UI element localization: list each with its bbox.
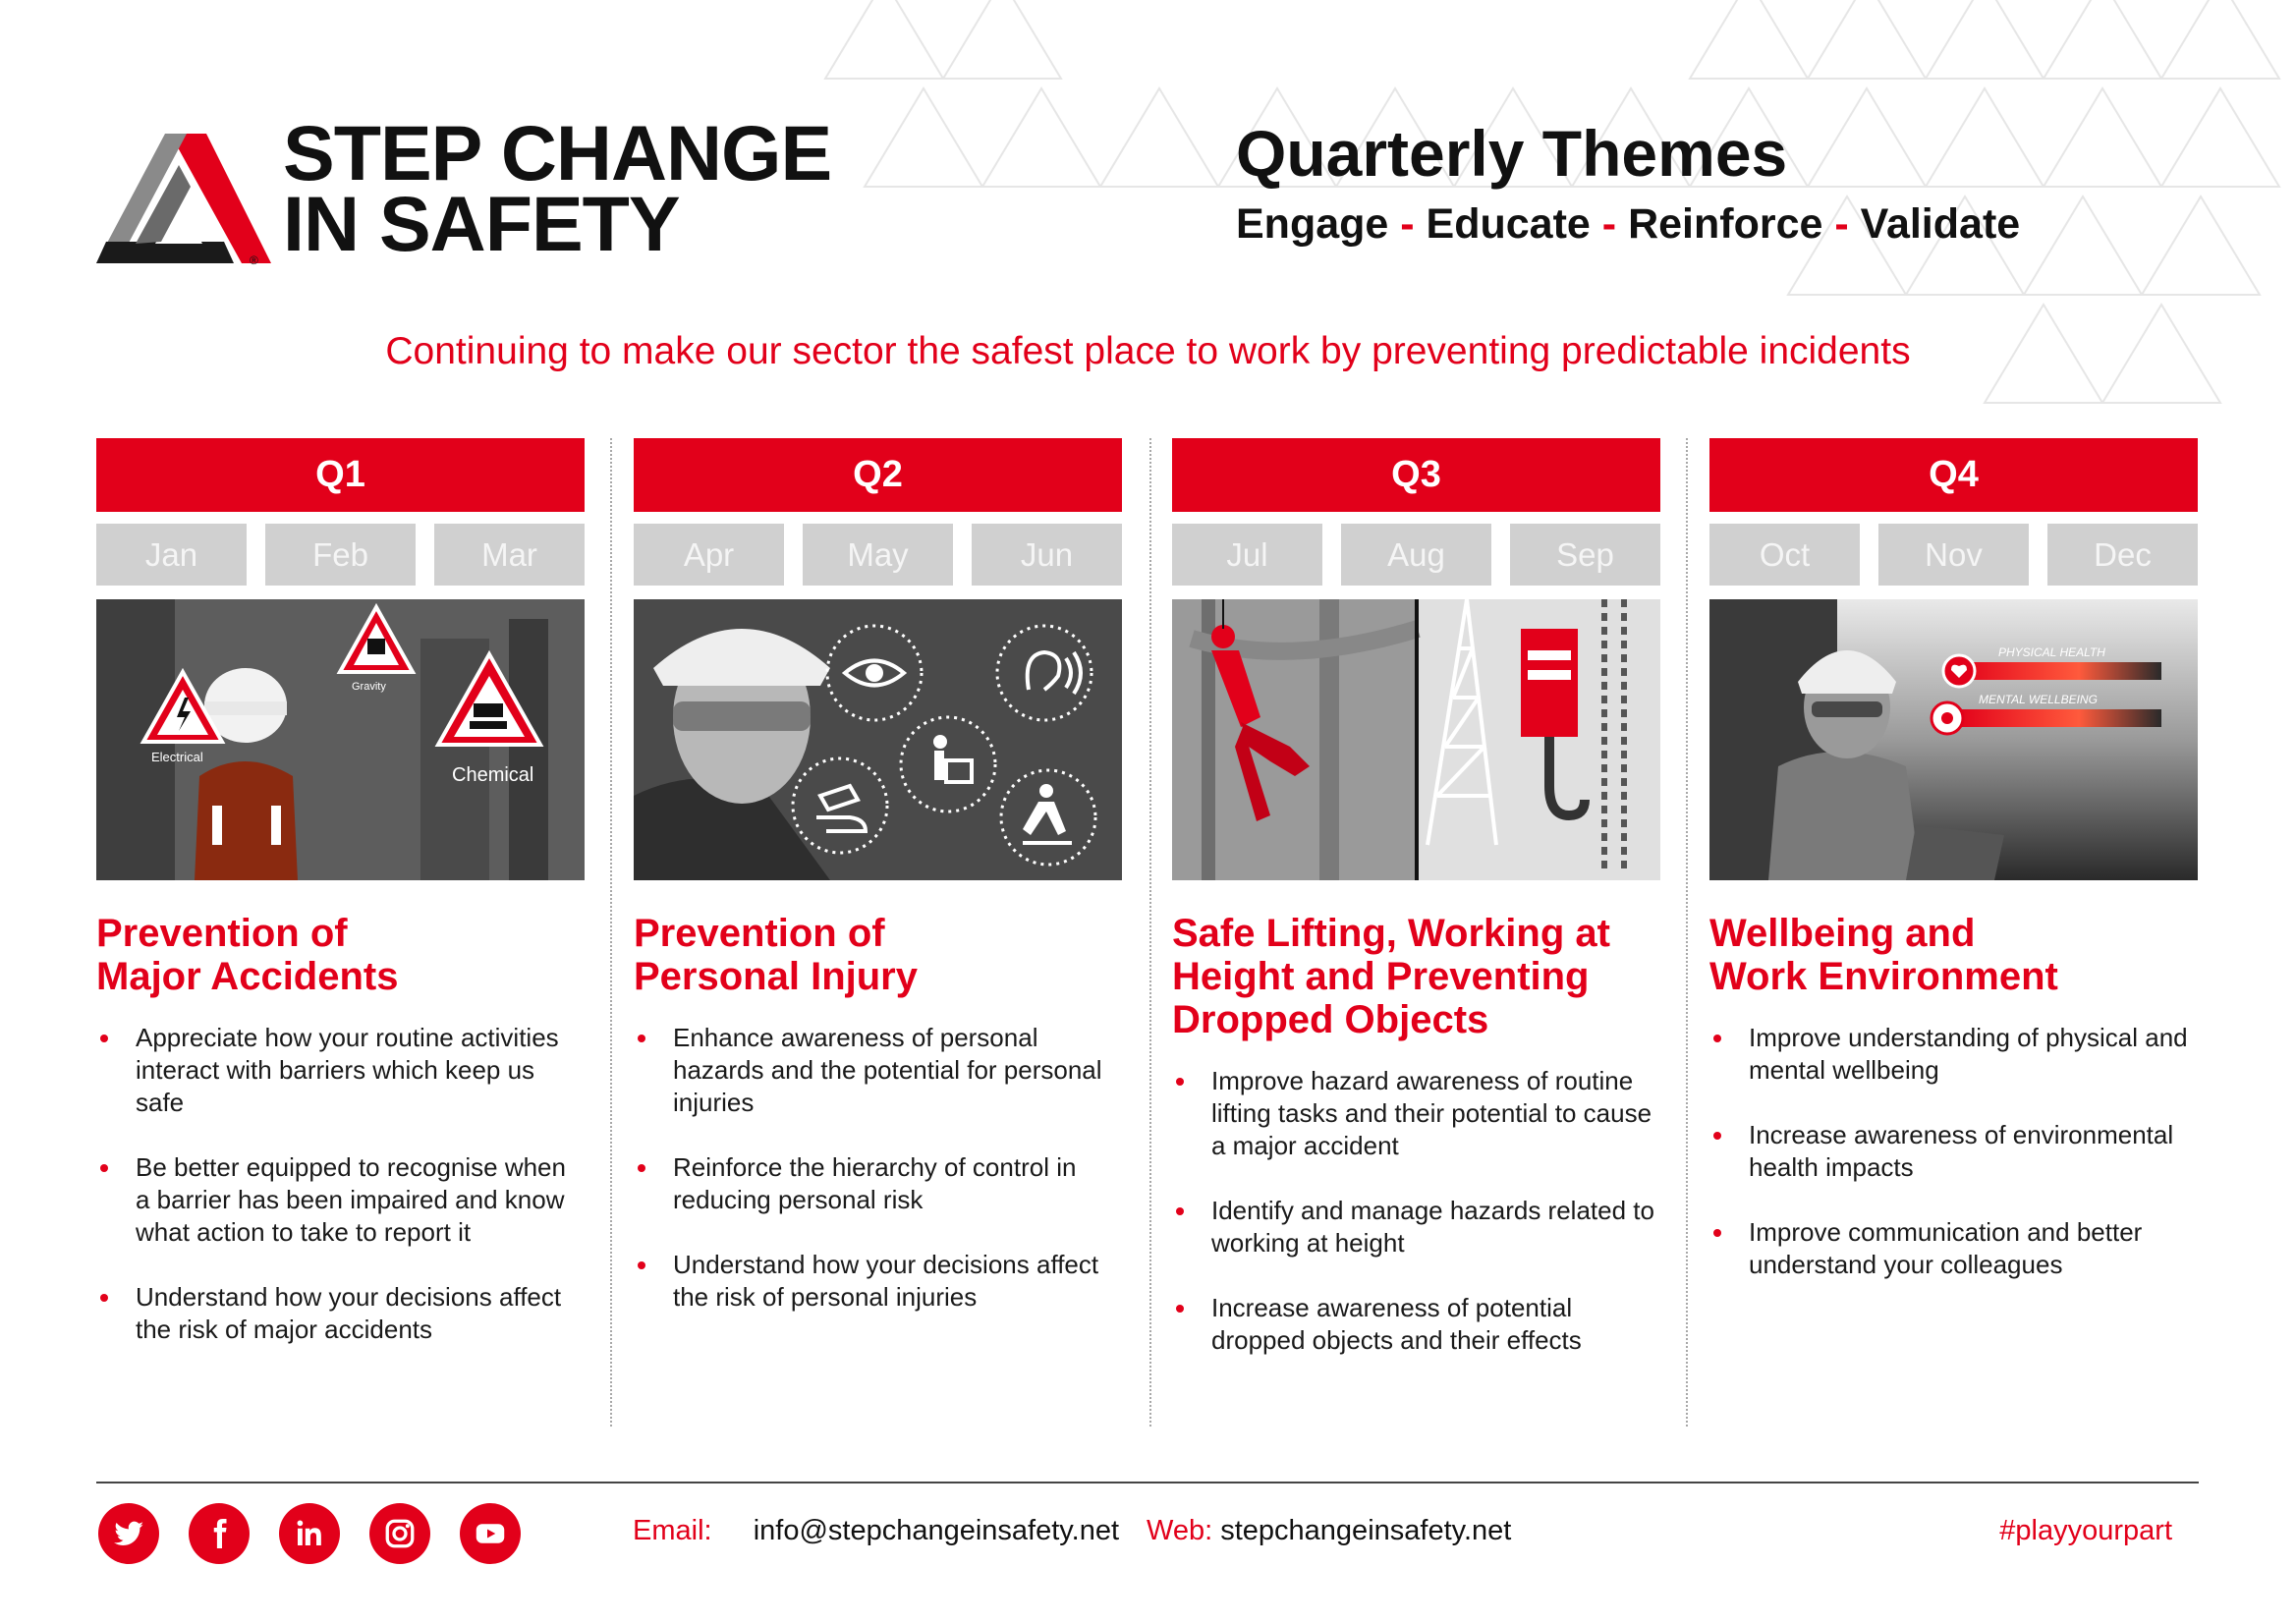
month-row xyxy=(1709,524,2198,586)
bullet-item: Understand how your decisions affect the risk of major accidents xyxy=(96,1281,585,1346)
twitter-icon[interactable] xyxy=(98,1503,159,1564)
bullet-item: Understand how your decisions affect the risk of personal injuries xyxy=(634,1249,1122,1314)
facebook-icon[interactable] xyxy=(189,1503,250,1564)
quarter-title-line: Safe Lifting, Working at xyxy=(1172,912,1610,955)
month-chip: Aug xyxy=(1341,524,1491,586)
footer-divider xyxy=(96,1482,2199,1483)
hashtag: #playyourpart xyxy=(1999,1515,2172,1546)
email-label: Email: xyxy=(633,1515,712,1546)
wellbeing-image xyxy=(1709,599,2198,880)
bullet-item: Improve hazard awareness of routine lifting tasks and their potential to cause a major accident xyxy=(1172,1065,1660,1162)
theme-separator: - xyxy=(1601,200,1617,248)
quarter-title-line: Personal Injury xyxy=(634,955,918,998)
lifting-height-image xyxy=(1172,599,1660,880)
sign-label-electrical: Electrical xyxy=(151,750,203,764)
quarter-label: Q4 xyxy=(1709,438,2198,512)
month-chip: Jan xyxy=(96,524,247,586)
bullet-item: Increase awareness of environmental health impacts xyxy=(1709,1119,2198,1184)
quarter-title xyxy=(1709,912,2198,998)
brand-line-2: IN SAFETY xyxy=(283,180,680,267)
bullet-item: Improve communication and better understand your colleagues xyxy=(1709,1216,2198,1281)
theme-separator: - xyxy=(1834,200,1849,248)
quarter-label: Q2 xyxy=(634,438,1122,512)
quarter-title-line: Work Environment xyxy=(1709,955,2058,998)
quarter-title-line: Height and Preventing xyxy=(1172,955,1590,998)
month-chip: Mar xyxy=(434,524,585,586)
month-chip: Oct xyxy=(1709,524,1860,586)
month-chip: Jun xyxy=(972,524,1122,586)
email-contact xyxy=(633,1515,1119,1547)
column-divider xyxy=(610,438,612,1427)
bullet-item: Identify and manage hazards related to working at height xyxy=(1172,1195,1660,1259)
brand-line-1: STEP CHANGE xyxy=(283,109,832,196)
personal-injury-image xyxy=(634,599,1122,880)
bullet-list xyxy=(96,1022,585,1346)
bullet-item: Appreciate how your routine activities interact with barriers which keep us safe xyxy=(96,1022,585,1119)
bullet-list xyxy=(634,1022,1122,1314)
quarter-label: Q3 xyxy=(1172,438,1660,512)
quarter-title-line: Wellbeing and xyxy=(1709,912,1976,955)
theme-reinforce: Reinforce xyxy=(1628,200,1823,248)
bullet-item: Reinforce the hierarchy of control in reducing personal risk xyxy=(634,1151,1122,1216)
theme-engage: Engage xyxy=(1236,200,1389,248)
column-divider xyxy=(1149,438,1151,1427)
quarter-q1 xyxy=(96,438,585,1378)
month-chip: Feb xyxy=(265,524,416,586)
month-chip: Sep xyxy=(1510,524,1660,586)
quarter-title-line: Prevention of xyxy=(96,912,348,955)
sign-label-gravity: Gravity xyxy=(352,681,386,693)
month-chip: Apr xyxy=(634,524,784,586)
quarter-label: Q1 xyxy=(96,438,585,512)
theme-validate: Validate xyxy=(1860,200,2021,248)
month-chip: Nov xyxy=(1878,524,2029,586)
web-contact xyxy=(1147,1515,1511,1547)
physical-health-label: PHYSICAL HEALTH xyxy=(1998,645,2105,659)
major-accidents-image xyxy=(96,599,585,880)
month-chip: Dec xyxy=(2047,524,2198,586)
bullet-item: Enhance awareness of personal hazards and the potential for personal injuries xyxy=(634,1022,1122,1119)
sign-label-chemical: Chemical xyxy=(452,764,534,786)
linkedin-icon[interactable] xyxy=(279,1503,340,1564)
quarter-q3 xyxy=(1172,438,1660,1389)
theme-educate: Educate xyxy=(1426,200,1591,248)
instagram-icon[interactable] xyxy=(369,1503,430,1564)
quarter-title-line: Major Accidents xyxy=(96,955,399,998)
web-label: Web: xyxy=(1147,1515,1213,1546)
step-change-logo-icon xyxy=(96,126,271,273)
quarter-title xyxy=(634,912,1122,998)
tagline: Continuing to make our sector the safest place to work by preventing predictable incidents xyxy=(385,330,1911,372)
bullet-list xyxy=(1709,1022,2198,1281)
quarter-title xyxy=(96,912,585,998)
month-chip: Jul xyxy=(1172,524,1322,586)
quarter-q2 xyxy=(634,438,1122,1346)
theme-separator: - xyxy=(1400,200,1415,248)
quarter-q4 xyxy=(1709,438,2198,1314)
email-link[interactable]: info@stepchangeinsafety.net xyxy=(753,1515,1120,1546)
column-divider xyxy=(1686,438,1688,1427)
web-link[interactable]: stepchangeinsafety.net xyxy=(1220,1515,1512,1546)
bullet-item: Be better equipped to recognise when a barrier has been impaired and know what action to take to report it xyxy=(96,1151,585,1249)
page-title: Quarterly Themes xyxy=(1236,117,1788,190)
themes-line xyxy=(1236,200,2020,249)
mental-wellbeing-label: MENTAL WELLBEING xyxy=(1979,693,2098,706)
month-row xyxy=(96,524,585,586)
bullet-list xyxy=(1172,1065,1660,1357)
month-row xyxy=(634,524,1122,586)
quarter-title-line: Prevention of xyxy=(634,912,885,955)
month-chip: May xyxy=(803,524,953,586)
bullet-item: Increase awareness of potential dropped objects and their effects xyxy=(1172,1292,1660,1357)
bullet-item: Improve understanding of physical and mental wellbeing xyxy=(1709,1022,2198,1087)
brand-name xyxy=(283,109,832,267)
quarter-title xyxy=(1172,912,1660,1041)
month-row xyxy=(1172,524,1660,586)
youtube-icon[interactable] xyxy=(460,1503,521,1564)
registered-mark: ® xyxy=(250,253,258,267)
quarter-title-line: Dropped Objects xyxy=(1172,998,1489,1041)
